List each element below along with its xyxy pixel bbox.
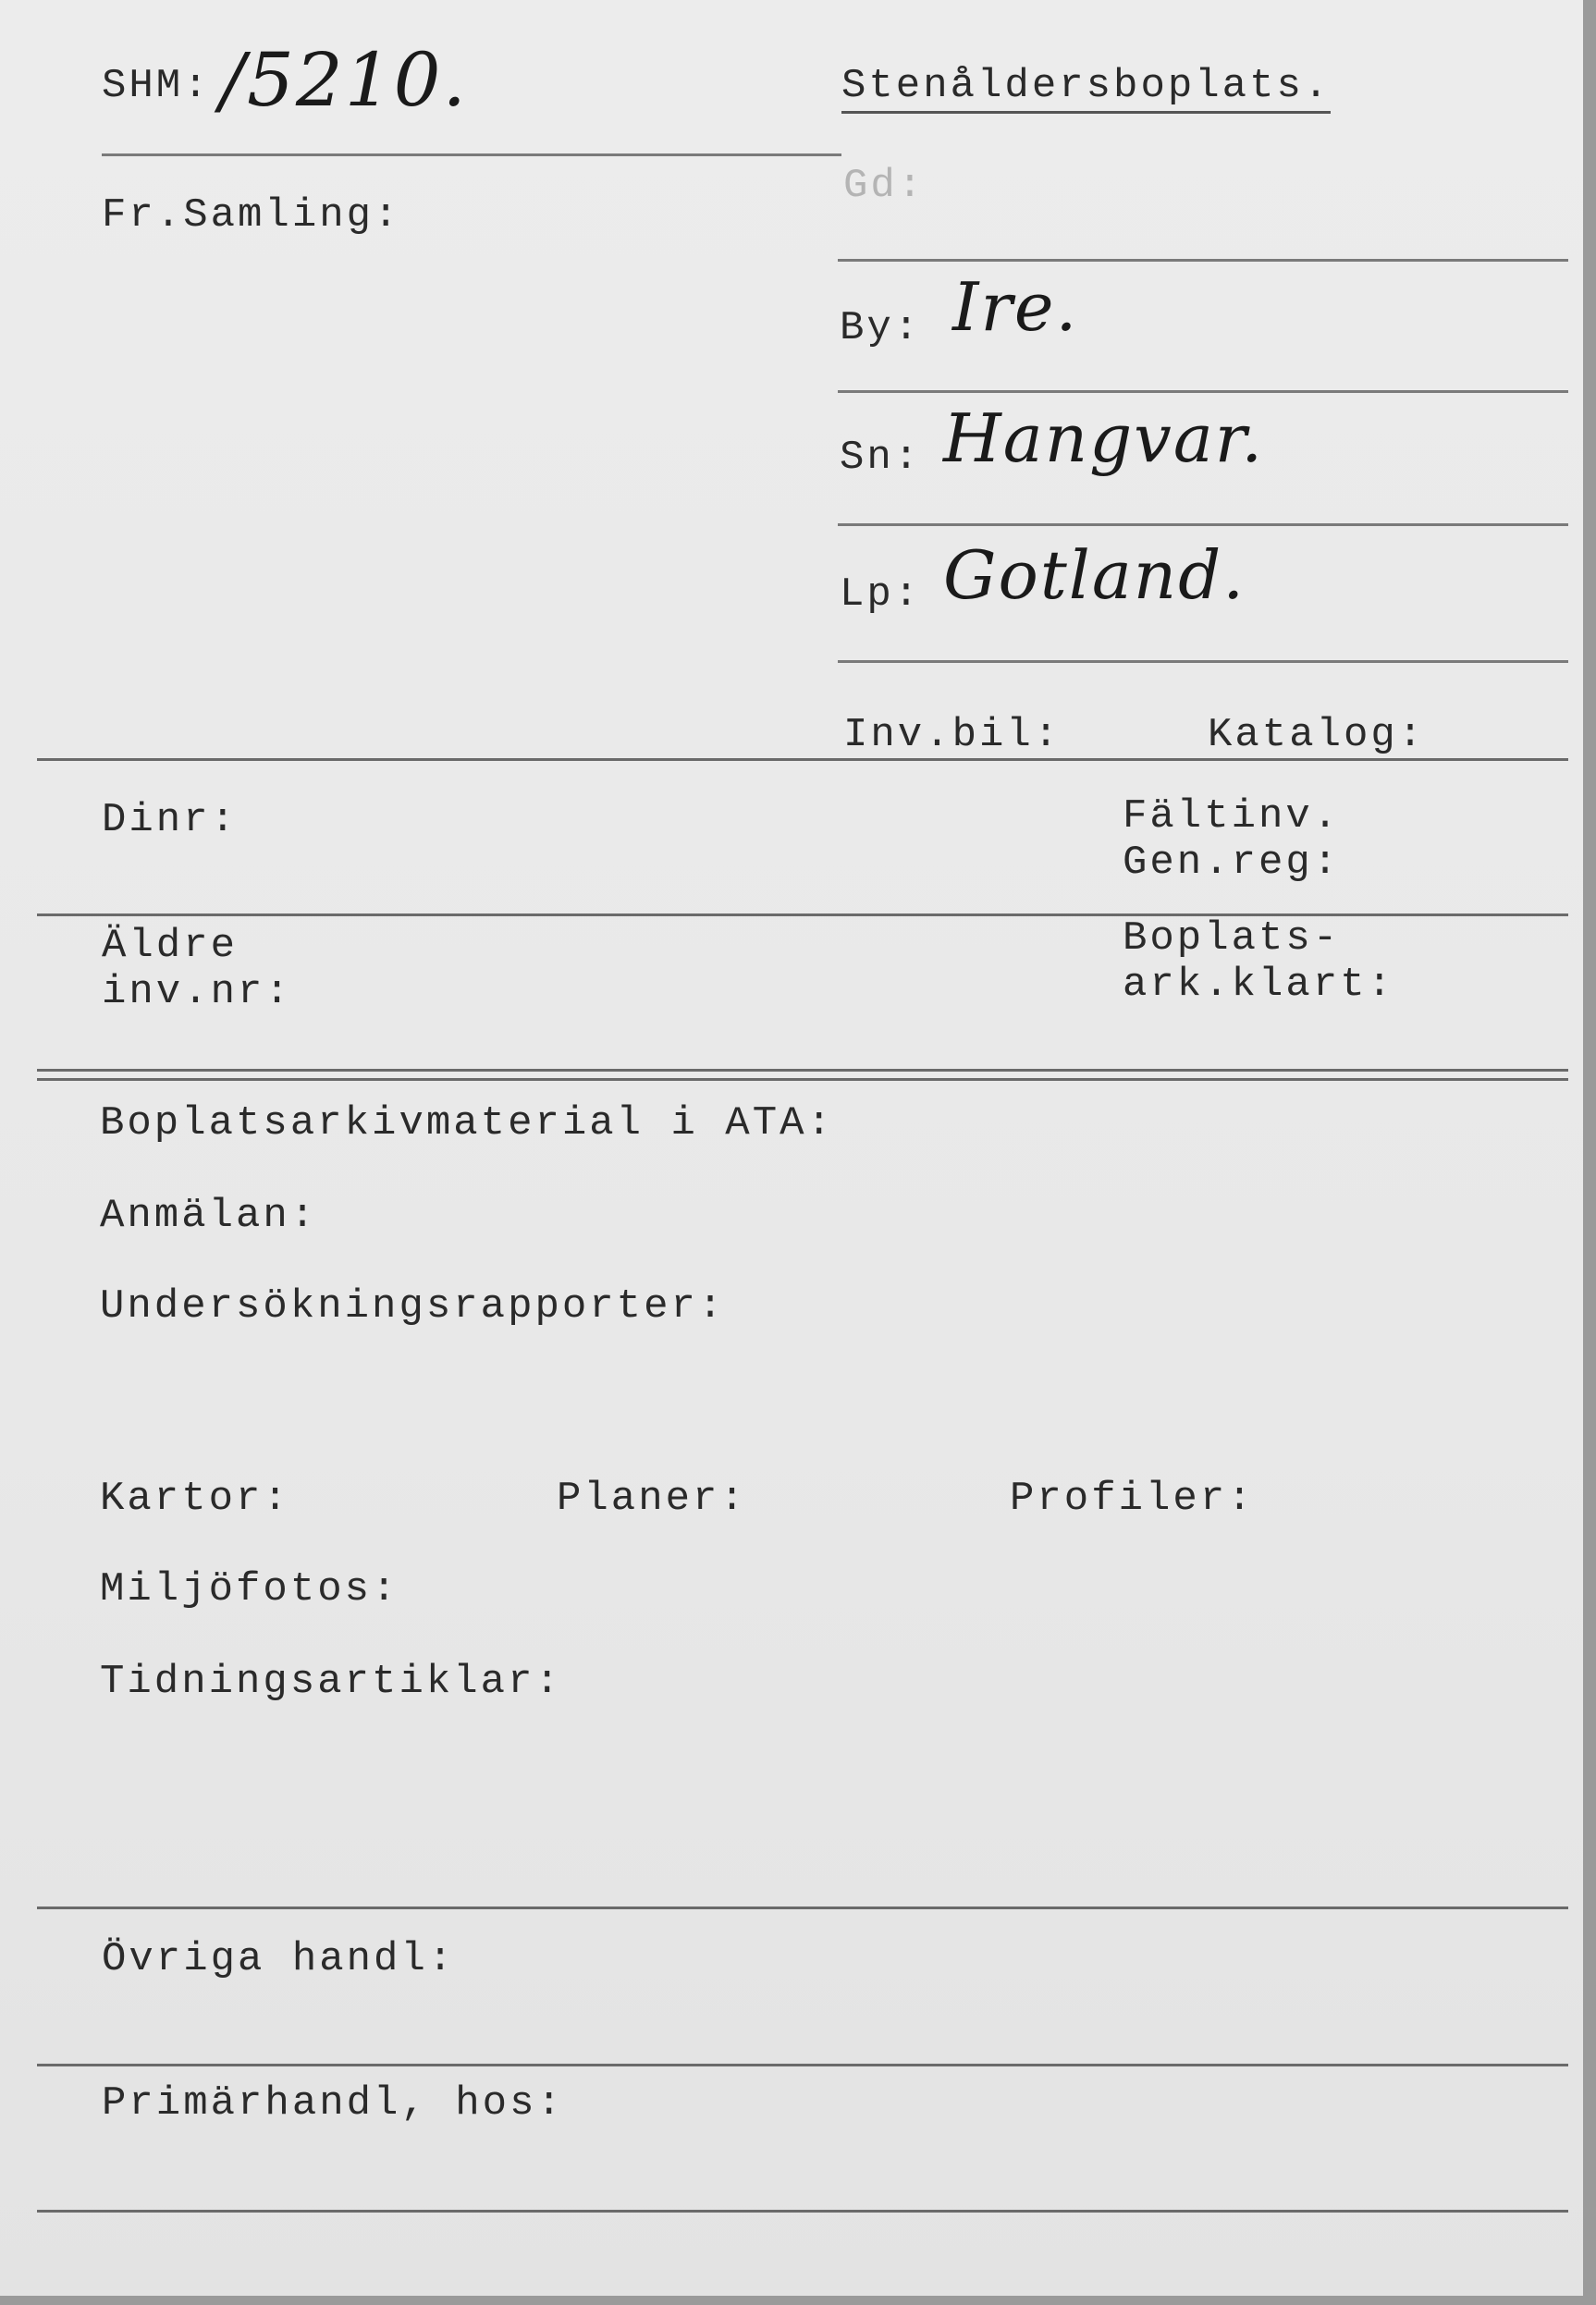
registry-rule-top bbox=[37, 758, 1568, 761]
header-rule bbox=[102, 153, 841, 156]
gd-rule bbox=[838, 259, 1568, 262]
by-value: Ire. bbox=[952, 268, 1079, 346]
kartor-label: Kartor: bbox=[100, 1476, 290, 1522]
faltinv-genreg-block bbox=[1123, 793, 1340, 886]
footer-rule-3 bbox=[37, 2210, 1568, 2213]
by-label: By: bbox=[840, 305, 922, 351]
tidning-label: Tidningsartiklar: bbox=[100, 1659, 562, 1705]
invnr-label: inv.nr: bbox=[102, 969, 292, 1015]
genreg-label: Gen.reg: bbox=[1123, 840, 1341, 886]
aldre-label: Äldre bbox=[102, 923, 239, 969]
footer-rule-1 bbox=[37, 1907, 1568, 1909]
primar-label: Primärhandl, hos: bbox=[102, 2080, 564, 2127]
category-title: Stenåldersboplats. bbox=[841, 63, 1331, 114]
anmalan-label: Anmälan: bbox=[100, 1193, 318, 1239]
katalog-label: Katalog: bbox=[1208, 712, 1426, 758]
archive-rule-1 bbox=[37, 1069, 1568, 1072]
shm-number: /5210. bbox=[220, 37, 468, 123]
shm-label: SHM: bbox=[102, 63, 211, 109]
fr-samling-label: Fr.Samling: bbox=[102, 192, 401, 239]
dinr-label: Dinr: bbox=[102, 797, 239, 843]
planer-label: Planer: bbox=[557, 1476, 747, 1522]
boplats-ark-block bbox=[1123, 915, 1394, 1008]
aldre-invnr-block bbox=[102, 923, 292, 1015]
by-rule bbox=[838, 390, 1568, 393]
ovriga-label: Övriga handl: bbox=[102, 1936, 456, 1982]
lp-rule bbox=[838, 660, 1568, 663]
lp-label: Lp: bbox=[840, 571, 922, 618]
faltinv-label: Fältinv. bbox=[1123, 793, 1341, 840]
arkklart-label: ark.klart: bbox=[1123, 962, 1395, 1008]
boplats-label: Boplats- bbox=[1123, 915, 1341, 962]
sn-rule bbox=[838, 523, 1568, 526]
archive-rule-2 bbox=[37, 1078, 1568, 1081]
boplatsarkiv-label: Boplatsarkivmaterial i ATA: bbox=[100, 1100, 834, 1146]
gd-label: Gd: bbox=[843, 163, 926, 209]
miljofotos-label: Miljöfotos: bbox=[100, 1566, 399, 1612]
profiler-label: Profiler: bbox=[1010, 1476, 1255, 1522]
sn-label: Sn: bbox=[840, 435, 922, 481]
lp-value: Gotland. bbox=[943, 536, 1246, 614]
undersokning-label: Undersökningsrapporter: bbox=[100, 1283, 726, 1330]
sn-value: Hangvar. bbox=[943, 399, 1265, 477]
inv-bil-label: Inv.bil: bbox=[843, 712, 1062, 758]
footer-rule-2 bbox=[37, 2064, 1568, 2066]
